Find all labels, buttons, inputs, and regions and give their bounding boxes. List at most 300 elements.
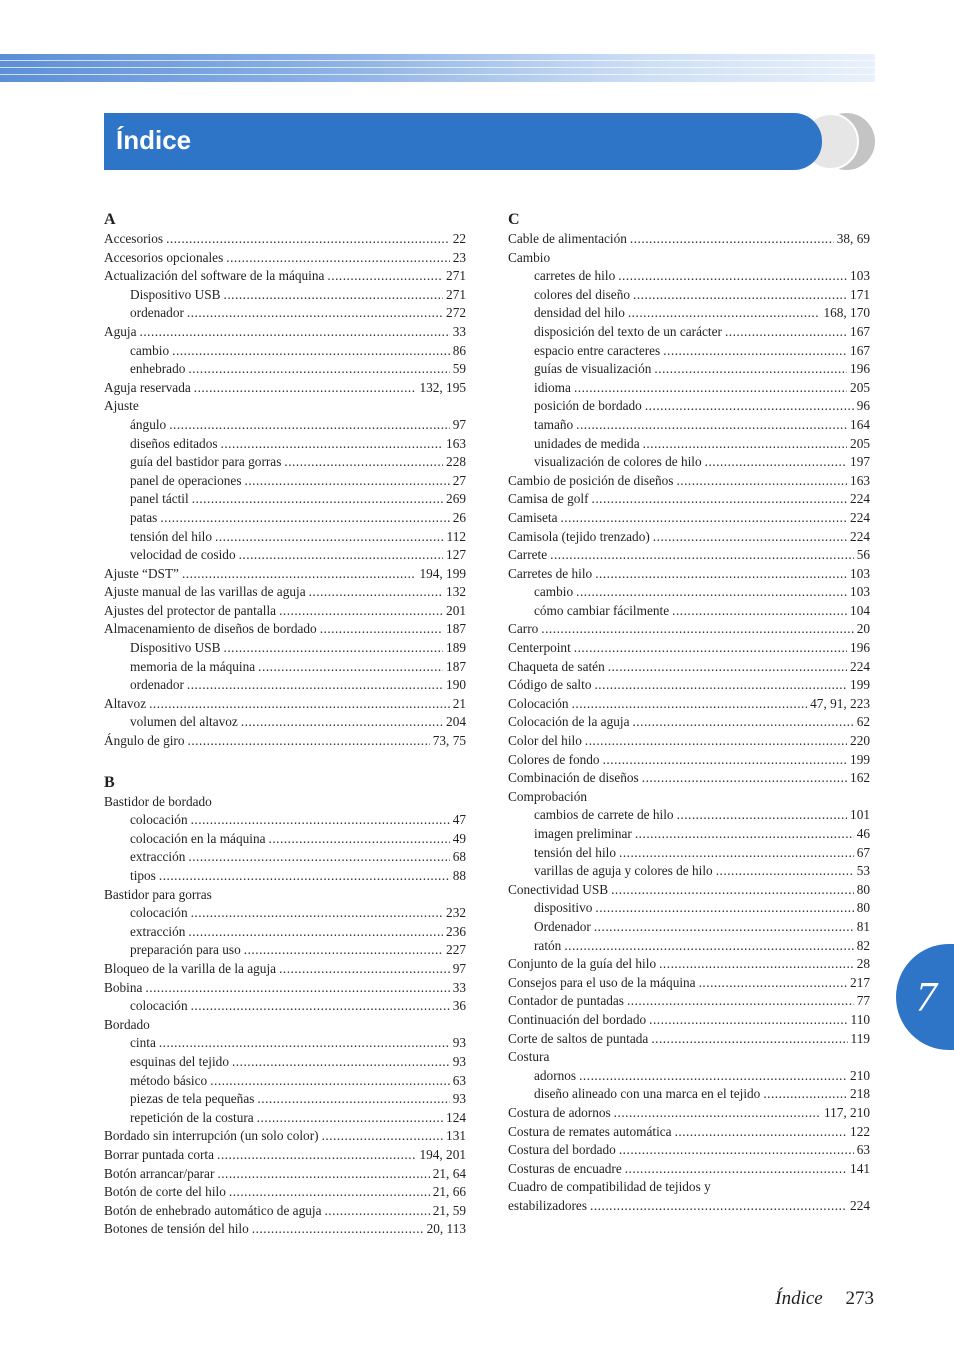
dot-leader [592,490,848,509]
entry-term: Carro [508,621,539,637]
entry-pages: 59 [452,361,466,377]
entry-pages: 131 [446,1128,466,1144]
entry-term: Botón de corte del hilo [104,1184,226,1200]
dot-leader [188,848,449,867]
entry-term: Centerpoint [508,640,571,656]
section-gap [104,751,466,773]
index-entry [508,490,870,509]
entry-pages: 197 [850,454,870,470]
entry-pages: 224 [850,1197,870,1213]
dot-leader [653,528,847,547]
index-entry [508,230,870,249]
index-subentry [508,416,870,435]
index-subentry [508,323,870,342]
index-subentry [104,639,466,658]
index-subentry [104,658,466,677]
dot-leader [215,528,444,547]
entry-term: extracción [130,923,186,939]
index-subentry [104,304,466,323]
entry-pages: 93 [452,1053,466,1069]
dot-leader [169,416,450,435]
index-entry [104,602,466,621]
index-subentry [104,416,466,435]
dot-leader [194,379,417,398]
entry-term: Botones de tensión del hilo [104,1221,249,1237]
dot-leader [172,342,450,361]
entry-term: Botón de enhebrado automático de aguja [104,1202,322,1218]
entry-term: cambio [534,584,574,600]
index-entry [104,695,466,714]
index-subentry [104,360,466,379]
index-entry [104,565,466,584]
index-entry [508,1141,870,1160]
entry-term: diseños editados [130,435,218,451]
index-entry [508,528,870,547]
entry-term: Dispositivo USB [130,640,221,656]
dot-leader [239,546,443,565]
dot-leader [244,941,443,960]
dot-leader [159,1034,450,1053]
dot-leader [188,360,449,379]
entry-term: Chaqueta de satén [508,658,605,674]
entry-term: tamaño [534,416,574,432]
entry-term: adornos [534,1067,577,1083]
entry-term: visualización de colores de hilo [534,454,702,470]
entry-term: Borrar puntada corta [104,1146,215,1162]
entry-pages: 63 [452,1072,466,1088]
entry-term: Carretes de hilo [508,565,593,581]
entry-term: esquinas del tejido [130,1053,229,1069]
entry-pages: 271 [446,268,466,284]
dot-leader [191,811,450,830]
entry-term: Conjunto de la guía del hilo [508,956,657,972]
dot-leader [595,565,847,584]
entry-pages: 269 [446,491,466,507]
entry-term: dispositivo [534,900,593,916]
entry-pages: 194, 199 [419,565,466,581]
entry-pages: 21, 66 [432,1184,466,1200]
index-subentry [508,844,870,863]
entry-term: panel táctil [130,491,189,507]
entry-term: Altavoz [104,695,147,711]
dot-leader [166,230,450,249]
index-entry [104,1183,466,1202]
section-letter: C [508,211,520,228]
entry-term: memoria de la máquina [130,658,256,674]
index-entry [508,769,870,788]
index-entry [104,886,466,905]
entry-term: colocación [130,812,188,828]
index-subentry [508,918,870,937]
index-entry [104,1146,466,1165]
dot-leader [643,435,847,454]
entry-term: tensión del hilo [534,844,616,860]
index-entry [104,1165,466,1184]
entry-term: Colocación de la aguja [508,714,630,730]
entry-term: Código de salto [508,677,592,693]
dot-leader [663,342,847,361]
entry-pages: 36 [452,998,466,1014]
entry-pages: 187 [446,621,466,637]
entry-pages: 162 [850,770,870,786]
dot-leader [187,304,443,323]
entry-term: Costura del bordado [508,1142,616,1158]
index-subentry [104,453,466,472]
entry-term: Ángulo de giro [104,733,185,749]
index-entry [104,379,466,398]
entry-term: espacio entre caracteres [534,342,661,358]
index-subentry [508,379,870,398]
index-subentry [104,1034,466,1053]
dot-leader [279,602,443,621]
index-subentry [508,435,870,454]
entry-pages: 228 [446,454,466,470]
index-subentry [104,867,466,886]
dot-leader [645,397,854,416]
entry-term: disposición del texto de un carácter [534,323,722,339]
entry-term: imagen preliminar [534,826,632,841]
dot-leader [252,1220,424,1239]
top-decorative-band [0,54,875,82]
entry-pages: 112 [446,528,466,544]
index-subentry [508,825,870,844]
dot-leader [187,676,443,695]
entry-term: Conectividad USB [508,881,609,897]
dot-leader [159,867,450,886]
index-entry [104,620,466,639]
entry-pages: 167 [850,342,870,358]
entry-pages: 224 [850,658,870,674]
entry-pages: 196 [850,640,870,656]
entry-term: Consejos para el uso de la máquina [508,974,696,990]
index-entry [508,565,870,584]
entry-term: piezas de tela pequeñas [130,1091,255,1107]
entry-term: idioma [534,379,571,395]
entry-pages: 141 [850,1160,870,1176]
entry-pages: 77 [856,993,870,1009]
index-entry [104,267,466,286]
index-entry [508,658,870,677]
entry-pages: 46 [856,826,870,841]
section-letter: B [104,773,115,791]
entry-pages: 68 [452,849,466,865]
entry-term: colocación en la máquina [130,830,266,846]
dot-leader [564,937,853,956]
entry-pages: 236 [446,923,466,939]
entry-term: Bloqueo de la varilla de la aguja [104,960,277,976]
entry-term: Accesorios [104,231,164,246]
index-subentry [508,1085,870,1104]
entry-pages: 81 [856,918,870,934]
dot-leader [324,1202,429,1221]
entry-pages: 199 [850,677,870,693]
index-entry [508,1104,870,1123]
entry-pages: 104 [850,602,870,618]
footer-title: Índice [775,1288,823,1309]
entry-term: Costuras de encuadre [508,1160,622,1176]
entry-term: Ajuste [104,398,139,414]
entry-term: Combinación de diseños [508,770,639,786]
dot-leader [191,904,443,923]
entry-term: panel de operaciones [130,472,242,488]
index-entry [104,1016,466,1035]
index-subentry [104,923,466,942]
entry-term: enhebrado [130,361,186,377]
entry-pages: 47, 91, 223 [810,695,870,711]
dot-leader [763,1085,847,1104]
index-entry [104,1220,466,1239]
dot-leader [309,583,443,602]
index-subentry [508,453,870,472]
index-entry [508,676,870,695]
index-entry [508,1123,870,1142]
entry-pages: 119 [850,1030,870,1046]
entry-pages: 73, 75 [432,733,466,749]
index-entry [104,1127,466,1146]
dot-leader [560,509,847,528]
page-footer [775,1288,874,1310]
dot-leader [574,639,847,658]
entry-term: Bobina [104,979,143,995]
entry-pages: 122 [850,1123,870,1139]
entry-pages: 217 [850,974,870,990]
entry-pages: 194, 201 [419,1146,466,1162]
index-column-right [508,210,870,1215]
entry-pages: 63 [856,1142,870,1158]
entry-term: repetición de la costura [130,1109,254,1125]
entry-term: Bastidor de bordado [104,793,212,809]
index-entry [508,955,870,974]
entry-term: Dispositivo USB [130,286,221,302]
index-subentry [104,848,466,867]
index-entry [104,793,466,812]
dot-leader [654,360,847,379]
entry-term: Colocación [508,695,569,711]
index-subentry [104,830,466,849]
entry-term: estabilizadores [508,1197,588,1213]
dot-leader [619,1141,854,1160]
entry-term: guías de visualización [534,361,652,377]
dot-leader [619,844,854,863]
dot-leader [659,955,854,974]
dot-leader [614,1104,821,1123]
entry-term: Carrete [508,547,548,563]
index-subentry [508,286,870,305]
entry-term: Bastidor para gorras [104,886,212,902]
entry-pages: 271 [446,286,466,302]
index-subentry [508,304,870,323]
entry-pages: 224 [850,509,870,525]
index-subentry [104,435,466,454]
entry-term: ratón [534,937,562,953]
entry-pages: 103 [850,268,870,284]
entry-term: cambio [130,342,170,358]
entry-term: cómo cambiar fácilmente [534,602,670,618]
entry-term: Ordenador [534,918,591,934]
entry-pages: 82 [856,937,870,953]
index-entry [508,1197,870,1216]
dot-leader [590,1197,847,1216]
index-subentry [104,286,466,305]
entry-pages: 80 [856,881,870,897]
dot-leader [241,713,443,732]
dot-leader [226,249,449,268]
index-subentry [104,490,466,509]
entry-pages: 28 [856,956,870,972]
dot-leader [672,602,847,621]
entry-pages: 117, 210 [823,1104,870,1120]
index-entry [508,881,870,900]
entry-term: Bordado sin interrupción (un solo color) [104,1128,319,1144]
entry-term: Aguja reservada [104,379,191,395]
entry-pages: 190 [446,677,466,693]
dot-leader [651,1030,847,1049]
dot-leader [258,658,443,677]
page-title: Índice [116,125,192,155]
dot-leader [676,472,847,491]
index-subentry [104,342,466,361]
entry-term: ordenador [130,305,184,321]
entry-term: cinta [130,1035,156,1051]
dot-leader [322,1127,443,1146]
dot-leader [284,453,443,472]
dot-leader [576,416,847,435]
dot-leader [269,830,450,849]
index-entry [508,992,870,1011]
index-subentry [104,713,466,732]
dot-leader [579,1067,847,1086]
dot-leader [594,676,847,695]
entry-pages: 93 [452,1035,466,1051]
dot-leader [229,1183,430,1202]
index-entry [104,732,466,751]
entry-term: Aguja [104,323,137,339]
entry-pages: 21, 59 [432,1202,466,1218]
dot-leader [627,992,854,1011]
dot-leader [603,751,847,770]
index-subentry [104,472,466,491]
dot-leader [574,379,847,398]
entry-pages: 96 [856,398,870,414]
entry-term: Corte de saltos de puntada [508,1030,649,1046]
dot-leader [572,695,808,714]
entry-pages: 47 [452,812,466,828]
entry-term: Costura de remates automática [508,1123,672,1139]
index-entry [508,788,870,807]
dot-leader [675,1123,847,1142]
index-subentry [104,528,466,547]
entry-pages: 26 [452,509,466,525]
entry-term: Comprobación [508,788,588,804]
entry-pages: 49 [452,830,466,846]
dot-leader [221,435,444,454]
entry-pages: 62 [856,714,870,730]
index-subentry [104,1090,466,1109]
index-entry [508,249,870,268]
entry-term: Cuadro de compatibilidad de tejidos y [508,1179,711,1195]
dot-leader [611,881,854,900]
index-subentry [104,546,466,565]
entry-term: Color del hilo [508,733,582,749]
entry-term: colocación [130,998,188,1014]
entry-term: varillas de aguja y colores de hilo [534,863,713,879]
index-subentry [104,676,466,695]
entry-term: Accesorios opcionales [104,249,224,265]
entry-term: guía del bastidor para gorras [130,454,282,470]
index-subentry [104,509,466,528]
entry-term: preparación para uso [130,942,241,958]
index-entry [508,1030,870,1049]
index-entry [508,509,870,528]
dot-leader [585,732,847,751]
index-subentry [104,1072,466,1091]
entry-term: Contador de puntadas [508,993,624,1009]
entry-term: tipos [130,868,156,883]
index-subentry [508,937,870,956]
index-entry [104,249,466,268]
index-entry [508,974,870,993]
entry-pages: 101 [850,807,870,823]
index-subentry [508,360,870,379]
index-column-left [104,210,466,1239]
chapter-tab-number: 7 [916,975,937,1021]
entry-term: diseño alineado con una marca en el tejido [534,1086,761,1102]
entry-term: patas [130,509,158,525]
dot-leader [279,960,450,979]
dot-leader [632,713,853,732]
index-subentry [508,267,870,286]
entry-pages: 27 [452,472,466,488]
entry-term: densidad del hilo [534,305,625,321]
dot-leader [635,825,854,844]
dot-leader [705,453,847,472]
index-entry [104,323,466,342]
dot-leader [210,1072,450,1091]
entry-pages: 187 [446,658,466,674]
dot-leader [649,1011,847,1030]
entry-pages: 163 [850,472,870,488]
entry-pages: 171 [850,286,870,302]
index-entry [508,1048,870,1067]
index-entry [104,960,466,979]
index-subentry [508,899,870,918]
entry-term: Costura de adornos [508,1104,611,1120]
dot-leader [725,323,847,342]
index-entry [104,397,466,416]
entry-pages: 20, 113 [426,1221,466,1237]
chapter-header [104,113,822,170]
dot-leader [224,286,444,305]
index-entry [508,732,870,751]
entry-term: Ajuste “DST” [104,565,179,581]
index-subentry [104,904,466,923]
index-subentry [104,997,466,1016]
index-entry [508,751,870,770]
entry-term: Cambio de posición de diseños [508,472,674,488]
dot-leader [224,639,444,658]
page-number: 273 [845,1288,874,1309]
index-subentry [508,862,870,881]
entry-pages: 97 [452,416,466,432]
index-subentry [508,1067,870,1086]
entry-pages: 232 [446,905,466,921]
dot-leader [217,1165,429,1184]
entry-pages: 164 [850,416,870,432]
entry-pages: 167 [850,323,870,339]
index-subentry [508,806,870,825]
entry-term: Cable de alimentación [508,231,627,246]
entry-pages: 132 [446,584,466,600]
